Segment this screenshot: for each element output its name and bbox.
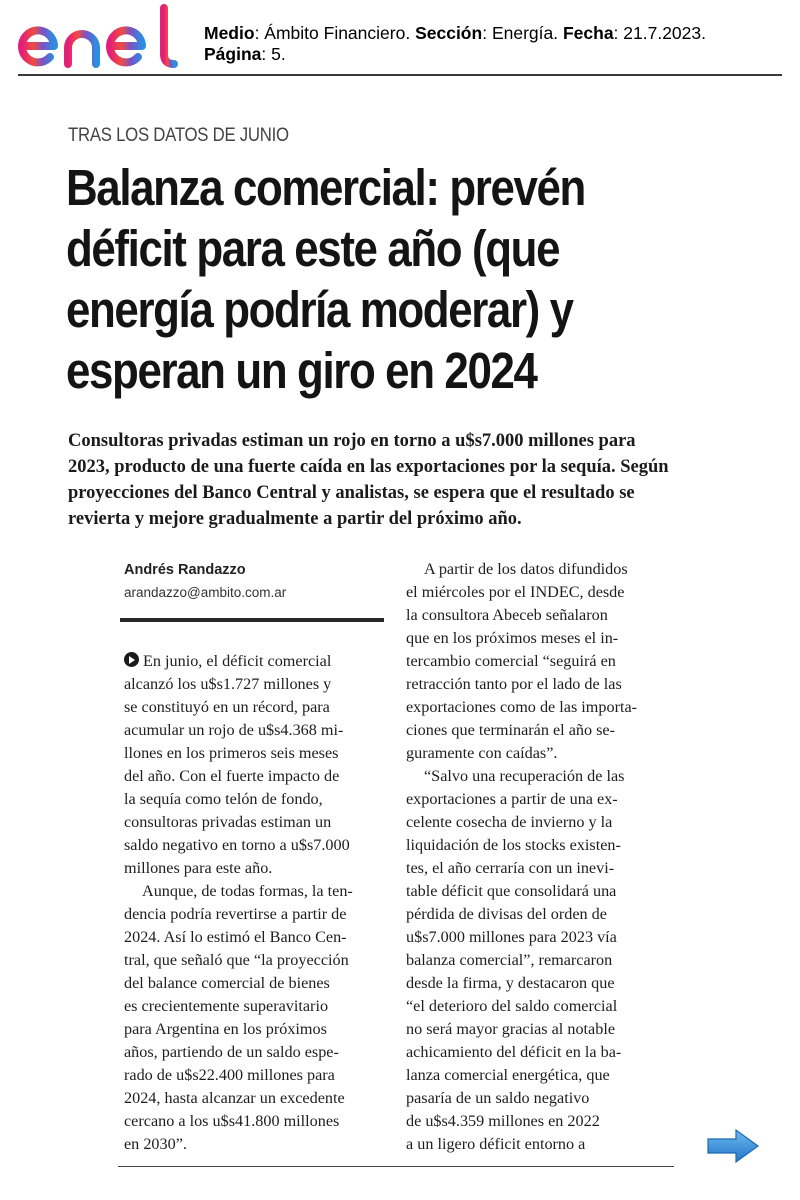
text-line: acumular un rojo de u$s4.368 mi-: [124, 721, 344, 739]
text-line: tral, que señaló que “la proyección: [124, 951, 349, 969]
text-line: exportaciones como de las importa-: [406, 698, 638, 716]
text-line: pasaría de un saldo negativo: [406, 1089, 590, 1107]
text-line: de u$s4.359 millones en 2022: [406, 1112, 600, 1130]
text-line: que en los próximos meses el in-: [406, 629, 619, 647]
text-line: “Salvo una recuperación de las: [424, 767, 625, 785]
clipping-metadata: Medio: Ámbito Financiero. Sección: Energía. Fecha: 21.7.2023. Página: 5.: [204, 23, 706, 64]
author-name: Andrés Randazzo: [124, 562, 246, 578]
left-column: [124, 650, 353, 1156]
text-line: lanza comercial energética, que: [406, 1066, 610, 1084]
text-line: para Argentina en los próximos: [124, 1020, 327, 1038]
text-line: “el deterioro del saldo comercial: [406, 997, 618, 1015]
clipping-header: [0, 0, 800, 80]
text-line: tercambio comercial “seguirá en: [406, 652, 616, 670]
text-line: no será mayor gracias al notable: [406, 1020, 615, 1038]
text-line: retracción tanto por el lado de las: [406, 675, 622, 693]
text-line: dencia podría revertirse a partir de: [124, 905, 347, 923]
text-line: el miércoles por el INDEC, desde: [406, 583, 625, 601]
text-line: Aunque, de todas formas, la ten-: [142, 882, 353, 900]
right-column: [406, 558, 637, 1156]
text-line: del balance comercial de bienes: [124, 974, 330, 992]
header-divider: [18, 74, 782, 76]
article-kicker: TRAS LOS DATOS DE JUNIO: [68, 124, 289, 146]
enel-logo: [14, 4, 184, 68]
play-bullet-icon: [124, 652, 139, 667]
text-line: en 2030”.: [124, 1135, 187, 1153]
text-line: rado de u$s22.400 millones para: [124, 1066, 335, 1084]
byline-divider: [120, 618, 384, 622]
text-line: 2024. Así lo estimó el Banco Cen-: [124, 928, 347, 946]
headline-line: déficit para este año (que: [66, 220, 560, 277]
lead-line: Consultoras privadas estiman un rojo en torno a u$s7.000 millones para: [68, 431, 636, 451]
headline-line: energía podría moderar) y: [66, 281, 573, 338]
text-line: tes, el año cerraría con un inevi-: [406, 859, 615, 877]
text-line: es crecientemente superavitario: [124, 997, 329, 1015]
text-line: saldo negativo en torno a u$s7.000: [124, 836, 350, 854]
text-line: desde la firma, y destacaron que: [406, 974, 615, 992]
lead-line: proyecciones del Banco Central y analistas, se espera que el resultado se: [68, 483, 635, 503]
text-line: la consultora Abeceb señalaron: [406, 606, 608, 624]
text-line: exportaciones a partir de una ex-: [406, 790, 618, 808]
article-lead: [68, 428, 788, 532]
text-line: cercano a los u$s41.800 millones: [124, 1112, 340, 1130]
text-line: consultoras privadas estiman un: [124, 813, 332, 831]
text-line: liquidación de los stocks existen-: [406, 836, 621, 854]
text-line: En junio, el déficit comercial: [124, 650, 353, 673]
text-line: A partir de los datos difundidos: [424, 560, 628, 578]
text-line: ciones que terminarán el año se-: [406, 721, 615, 739]
text-line: table déficit que consolidará una: [406, 882, 617, 900]
author-email: arandazzo@ambito.com.ar: [124, 585, 287, 600]
text-line: años, partiendo de un saldo espe-: [124, 1043, 339, 1061]
text-line: pérdida de divisas del orden de: [406, 905, 607, 923]
lead-line: revierta y mejore gradualmente a partir del próximo año.: [68, 509, 522, 529]
headline-line: Balanza comercial: prevén: [66, 159, 585, 216]
lead-line: 2023, producto de una fuerte caída en las exportaciones por la sequía. Según: [68, 457, 669, 477]
text-line: achicamiento del déficit en la ba-: [406, 1043, 622, 1061]
text-line: alcanzó los u$s1.727 millones y: [124, 675, 332, 693]
text-line: llones en los primeros seis meses: [124, 744, 339, 762]
text-line: balanza comercial”, remarcaron: [406, 951, 613, 969]
text-line: u$s7.000 millones para 2023 vía: [406, 928, 617, 946]
text-line: del año. Con el fuerte impacto de: [124, 767, 340, 785]
text-line: a un ligero déficit entorno a: [406, 1135, 586, 1153]
headline-line: esperan un giro en 2024: [66, 342, 537, 399]
text-line: la sequía como telón de fondo,: [124, 790, 323, 808]
text-line: 2024, hasta alcanzar un excedente: [124, 1089, 345, 1107]
text-line: se constituyó en un récord, para: [124, 698, 330, 716]
arrow-right-icon[interactable]: [706, 1128, 760, 1164]
text-line: celente cosecha de invierno y la: [406, 813, 613, 831]
footer-divider: [118, 1166, 674, 1167]
text-line: millones para este año.: [124, 859, 273, 877]
text-line: guramente con caídas”.: [406, 744, 558, 762]
article-headline: [66, 157, 771, 401]
